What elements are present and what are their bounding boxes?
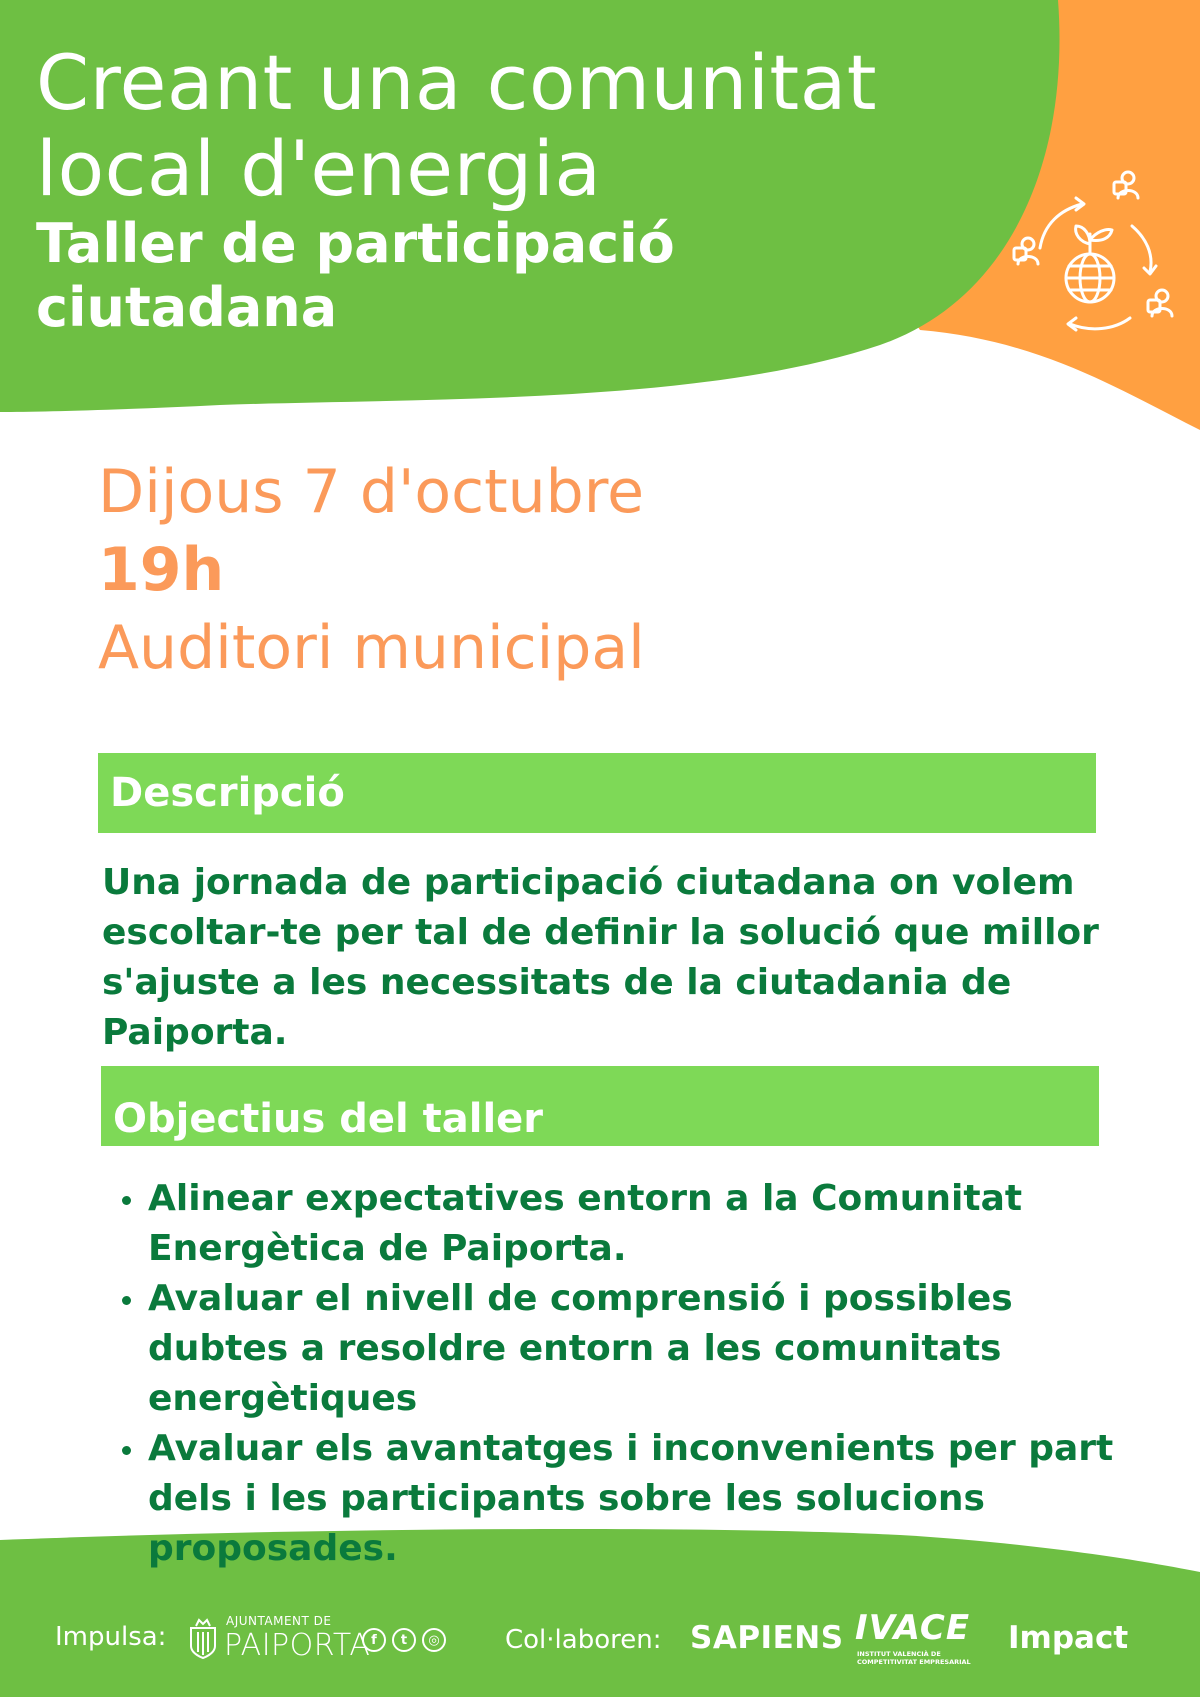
- facebook-icon[interactable]: f: [362, 1628, 386, 1652]
- collaborators-label: Col·laboren:: [505, 1625, 662, 1655]
- objectives-heading: Objectius del taller: [101, 1066, 1099, 1146]
- objective-item: Alinear expectatives entorn a la Comunitat Energètica de Paiporta.: [116, 1174, 1116, 1274]
- objectives-list: [116, 1174, 1116, 1574]
- event-details: [98, 452, 645, 688]
- paiporta-logo: [188, 1614, 371, 1664]
- title-line-1: Creant una comunitat: [36, 38, 878, 127]
- event-place: Auditori municipal: [98, 613, 645, 683]
- twitter-icon[interactable]: t: [392, 1628, 416, 1652]
- objective-item: Avaluar els avantatges i inconvenients per part dels i les participants sobre les solucions proposades.: [116, 1424, 1116, 1574]
- impact-logo: Impact: [1008, 1620, 1129, 1656]
- paiporta-big-text: PAIPORTA: [224, 1628, 371, 1663]
- instagram-icon[interactable]: ◎: [422, 1628, 446, 1652]
- subtitle-line-1: Taller de participació: [36, 212, 675, 275]
- ivace-logo: [855, 1608, 970, 1678]
- objective-item: Avaluar el nivell de comprensió i possibles dubtes a resoldre entorn a les comunitats energètiques: [116, 1274, 1116, 1424]
- paiporta-crest-icon: [188, 1618, 218, 1660]
- title-line-2: local d'energia: [36, 124, 602, 213]
- subtitle-line-2: ciutadana: [36, 276, 338, 339]
- event-time: 19h: [98, 535, 225, 605]
- description-text: Una jornada de participació ciutadana on volem escoltar-te per tal de definir la solució que millor s'ajuste a les necessitats de la ciutadania de Paiporta.: [102, 862, 1099, 1053]
- ivace-logo-subtext: INSTITUT VALENCIÀ DE COMPETITIVITAT EMPRESARIAL: [857, 1650, 971, 1666]
- page-title: [36, 40, 877, 340]
- ivace-logo-text: IVACE: [855, 1608, 971, 1648]
- sapiens-logo: SAPIENS: [690, 1620, 844, 1656]
- event-date: Dijous 7 d'octubre: [98, 457, 645, 527]
- community-energy-globe-icon: [1010, 168, 1180, 348]
- paiporta-small-text: AJUNTAMENT DE: [226, 1614, 332, 1628]
- impulsa-label: Impulsa:: [55, 1622, 167, 1652]
- description-heading: Descripció: [98, 753, 1096, 833]
